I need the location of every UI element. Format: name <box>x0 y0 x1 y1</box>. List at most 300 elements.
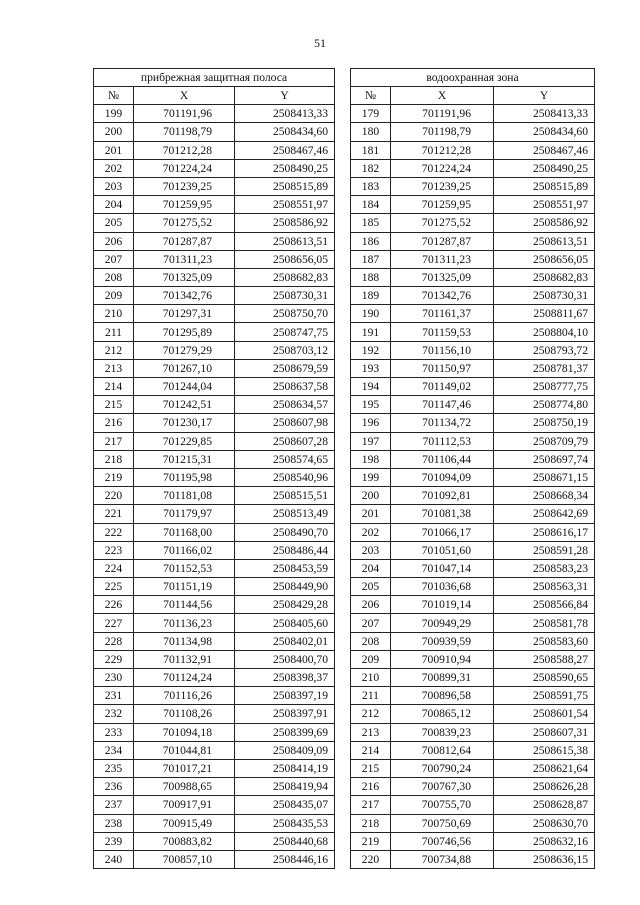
point-number-cell: 216 <box>94 414 134 432</box>
x-coordinate-cell: 700790,24 <box>391 759 494 777</box>
y-coordinate-cell: 2508590,65 <box>494 669 595 687</box>
table-row <box>94 123 335 141</box>
x-coordinate-cell: 701106,44 <box>391 450 494 468</box>
table-row <box>94 359 335 377</box>
y-coordinate-cell: 2508467,46 <box>494 141 595 159</box>
table-row <box>351 177 595 195</box>
point-number-cell: 213 <box>94 359 134 377</box>
x-coordinate-cell: 701198,79 <box>134 123 235 141</box>
x-coordinate-cell: 701112,53 <box>391 432 494 450</box>
column-header-num: № <box>94 87 134 105</box>
x-coordinate-cell: 700896,58 <box>391 687 494 705</box>
water-protection-zone-rows <box>351 105 595 869</box>
y-coordinate-cell: 2508563,31 <box>494 578 595 596</box>
table-row <box>94 614 335 632</box>
x-coordinate-cell: 700949,29 <box>391 614 494 632</box>
table-row <box>351 105 595 123</box>
y-coordinate-cell: 2508607,31 <box>494 723 595 741</box>
point-number-cell: 203 <box>94 177 134 195</box>
y-coordinate-cell: 2508591,75 <box>494 687 595 705</box>
table-row <box>94 578 335 596</box>
table-row <box>94 559 335 577</box>
point-number-cell: 212 <box>94 341 134 359</box>
y-coordinate-cell: 2508467,46 <box>235 141 335 159</box>
point-number-cell: 202 <box>94 159 134 177</box>
point-number-cell: 231 <box>94 687 134 705</box>
x-coordinate-cell: 701036,68 <box>391 578 494 596</box>
y-coordinate-cell: 2508413,33 <box>494 105 595 123</box>
point-number-cell: 209 <box>351 650 391 668</box>
table-row <box>351 287 595 305</box>
table-row <box>94 523 335 541</box>
y-coordinate-cell: 2508615,38 <box>494 741 595 759</box>
table-row <box>94 741 335 759</box>
point-number-cell: 210 <box>94 305 134 323</box>
y-coordinate-cell: 2508750,70 <box>235 305 335 323</box>
y-coordinate-cell: 2508551,97 <box>235 196 335 214</box>
y-coordinate-cell: 2508515,51 <box>235 487 335 505</box>
point-number-cell: 218 <box>94 450 134 468</box>
table-row <box>351 796 595 814</box>
point-number-cell: 187 <box>351 250 391 268</box>
x-coordinate-cell: 700734,88 <box>391 850 494 868</box>
table-row <box>351 650 595 668</box>
point-number-cell: 183 <box>351 177 391 195</box>
point-number-cell: 211 <box>94 323 134 341</box>
table-row <box>351 632 595 650</box>
table-row <box>94 650 335 668</box>
table-row <box>351 414 595 432</box>
point-number-cell: 204 <box>94 196 134 214</box>
table-row <box>351 123 595 141</box>
point-number-cell: 225 <box>94 578 134 596</box>
table-row <box>351 450 595 468</box>
x-coordinate-cell: 700910,94 <box>391 650 494 668</box>
point-number-cell: 180 <box>351 123 391 141</box>
point-number-cell: 234 <box>94 741 134 759</box>
y-coordinate-cell: 2508607,98 <box>235 414 335 432</box>
point-number-cell: 199 <box>94 105 134 123</box>
table-row <box>94 705 335 723</box>
table-row <box>94 468 335 486</box>
x-coordinate-cell: 701108,26 <box>134 705 235 723</box>
point-number-cell: 218 <box>351 814 391 832</box>
x-coordinate-cell: 701275,52 <box>391 214 494 232</box>
point-number-cell: 203 <box>351 541 391 559</box>
x-coordinate-cell: 700915,49 <box>134 814 235 832</box>
y-coordinate-cell: 2508405,60 <box>235 614 335 632</box>
y-coordinate-cell: 2508581,78 <box>494 614 595 632</box>
table-row <box>351 596 595 614</box>
point-number-cell: 207 <box>351 614 391 632</box>
x-coordinate-cell: 701212,28 <box>391 141 494 159</box>
x-coordinate-cell: 701295,89 <box>134 323 235 341</box>
x-coordinate-cell: 700857,10 <box>134 850 235 868</box>
x-coordinate-cell: 700767,30 <box>391 778 494 796</box>
point-number-cell: 233 <box>94 723 134 741</box>
y-coordinate-cell: 2508515,89 <box>235 177 335 195</box>
x-coordinate-cell: 701152,53 <box>134 559 235 577</box>
table-row <box>94 141 335 159</box>
y-coordinate-cell: 2508588,27 <box>494 650 595 668</box>
y-coordinate-cell: 2508409,09 <box>235 741 335 759</box>
point-number-cell: 196 <box>351 414 391 432</box>
table-row <box>94 832 335 850</box>
x-coordinate-cell: 701287,87 <box>134 232 235 250</box>
point-number-cell: 188 <box>351 268 391 286</box>
point-number-cell: 220 <box>351 850 391 868</box>
y-coordinate-cell: 2508490,25 <box>494 159 595 177</box>
point-number-cell: 232 <box>94 705 134 723</box>
x-coordinate-cell: 701244,04 <box>134 378 235 396</box>
point-number-cell: 194 <box>351 378 391 396</box>
x-coordinate-cell: 701191,96 <box>134 105 235 123</box>
y-coordinate-cell: 2508586,92 <box>494 214 595 232</box>
x-coordinate-cell: 701134,72 <box>391 414 494 432</box>
column-header-y: Y <box>235 87 335 105</box>
y-coordinate-cell: 2508703,12 <box>235 341 335 359</box>
shoreline-protection-title: прибрежная защитная полоса <box>94 69 335 87</box>
x-coordinate-cell: 700865,12 <box>391 705 494 723</box>
point-number-cell: 199 <box>351 468 391 486</box>
y-coordinate-cell: 2508601,54 <box>494 705 595 723</box>
point-number-cell: 226 <box>94 596 134 614</box>
y-coordinate-cell: 2508628,87 <box>494 796 595 814</box>
table-row <box>351 614 595 632</box>
point-number-cell: 209 <box>94 287 134 305</box>
table-row <box>351 232 595 250</box>
table-row <box>94 287 335 305</box>
x-coordinate-cell: 700812,64 <box>391 741 494 759</box>
point-number-cell: 227 <box>94 614 134 632</box>
point-number-cell: 208 <box>351 632 391 650</box>
y-coordinate-cell: 2508449,90 <box>235 578 335 596</box>
table-row <box>351 378 595 396</box>
point-number-cell: 217 <box>351 796 391 814</box>
y-coordinate-cell: 2508434,60 <box>235 123 335 141</box>
x-coordinate-cell: 701239,25 <box>134 177 235 195</box>
table-row <box>351 541 595 559</box>
table-row <box>351 778 595 796</box>
table-row <box>351 159 595 177</box>
x-coordinate-cell: 701147,46 <box>391 396 494 414</box>
y-coordinate-cell: 2508566,84 <box>494 596 595 614</box>
y-coordinate-cell: 2508613,51 <box>235 232 335 250</box>
x-coordinate-cell: 701181,08 <box>134 487 235 505</box>
table-row <box>94 632 335 650</box>
x-coordinate-cell: 701149,02 <box>391 378 494 396</box>
x-coordinate-cell: 701150,97 <box>391 359 494 377</box>
y-coordinate-cell: 2508551,97 <box>494 196 595 214</box>
point-number-cell: 219 <box>351 832 391 850</box>
x-coordinate-cell: 701094,18 <box>134 723 235 741</box>
point-number-cell: 215 <box>94 396 134 414</box>
x-coordinate-cell: 701116,26 <box>134 687 235 705</box>
y-coordinate-cell: 2508586,92 <box>235 214 335 232</box>
column-header-x: X <box>134 87 235 105</box>
y-coordinate-cell: 2508630,70 <box>494 814 595 832</box>
y-coordinate-cell: 2508656,05 <box>494 250 595 268</box>
point-number-cell: 193 <box>351 359 391 377</box>
x-coordinate-cell: 700883,82 <box>134 832 235 850</box>
y-coordinate-cell: 2508591,28 <box>494 541 595 559</box>
table-row <box>351 705 595 723</box>
water-protection-zone-title: водоохранная зона <box>351 69 595 87</box>
x-coordinate-cell: 701297,31 <box>134 305 235 323</box>
point-number-cell: 217 <box>94 432 134 450</box>
y-coordinate-cell: 2508634,57 <box>235 396 335 414</box>
table-row <box>94 323 335 341</box>
y-coordinate-cell: 2508613,51 <box>494 232 595 250</box>
y-coordinate-cell: 2508440,68 <box>235 832 335 850</box>
table-row <box>94 396 335 414</box>
x-coordinate-cell: 701159,53 <box>391 323 494 341</box>
y-coordinate-cell: 2508656,05 <box>235 250 335 268</box>
y-coordinate-cell: 2508429,28 <box>235 596 335 614</box>
table-row <box>351 505 595 523</box>
point-number-cell: 198 <box>351 450 391 468</box>
table-row <box>351 559 595 577</box>
point-number-cell: 182 <box>351 159 391 177</box>
point-number-cell: 212 <box>351 705 391 723</box>
x-coordinate-cell: 701275,52 <box>134 214 235 232</box>
y-coordinate-cell: 2508811,67 <box>494 305 595 323</box>
y-coordinate-cell: 2508637,58 <box>235 378 335 396</box>
y-coordinate-cell: 2508804,10 <box>494 323 595 341</box>
x-coordinate-cell: 701191,96 <box>391 105 494 123</box>
x-coordinate-cell: 701230,17 <box>134 414 235 432</box>
x-coordinate-cell: 700750,69 <box>391 814 494 832</box>
table-row <box>94 378 335 396</box>
point-number-cell: 205 <box>94 214 134 232</box>
x-coordinate-cell: 701136,23 <box>134 614 235 632</box>
x-coordinate-cell: 701166,02 <box>134 541 235 559</box>
point-number-cell: 195 <box>351 396 391 414</box>
point-number-cell: 237 <box>94 796 134 814</box>
x-coordinate-cell: 701224,24 <box>391 159 494 177</box>
table-row <box>351 214 595 232</box>
point-number-cell: 200 <box>351 487 391 505</box>
y-coordinate-cell: 2508697,74 <box>494 450 595 468</box>
y-coordinate-cell: 2508793,72 <box>494 341 595 359</box>
table-row <box>94 814 335 832</box>
y-coordinate-cell: 2508679,59 <box>235 359 335 377</box>
table-row <box>94 177 335 195</box>
point-number-cell: 201 <box>351 505 391 523</box>
table-row <box>351 468 595 486</box>
y-coordinate-cell: 2508774,80 <box>494 396 595 414</box>
point-number-cell: 240 <box>94 850 134 868</box>
table-row <box>351 741 595 759</box>
column-header-y: Y <box>494 87 595 105</box>
x-coordinate-cell: 701051,60 <box>391 541 494 559</box>
table-row <box>94 450 335 468</box>
y-coordinate-cell: 2508671,15 <box>494 468 595 486</box>
y-coordinate-cell: 2508781,37 <box>494 359 595 377</box>
point-number-cell: 220 <box>94 487 134 505</box>
point-number-cell: 239 <box>94 832 134 850</box>
table-row <box>351 669 595 687</box>
table-row <box>94 778 335 796</box>
x-coordinate-cell: 700988,65 <box>134 778 235 796</box>
y-coordinate-cell: 2508400,70 <box>235 650 335 668</box>
y-coordinate-cell: 2508682,83 <box>235 268 335 286</box>
x-coordinate-cell: 701239,25 <box>391 177 494 195</box>
x-coordinate-cell: 701066,17 <box>391 523 494 541</box>
x-coordinate-cell: 701212,28 <box>134 141 235 159</box>
x-coordinate-cell: 701134,98 <box>134 632 235 650</box>
point-number-cell: 215 <box>351 759 391 777</box>
x-coordinate-cell: 701124,24 <box>134 669 235 687</box>
table-row <box>351 323 595 341</box>
table-row <box>94 850 335 868</box>
column-header-x: X <box>391 87 494 105</box>
table-row <box>351 578 595 596</box>
point-number-cell: 213 <box>351 723 391 741</box>
x-coordinate-cell: 700755,70 <box>391 796 494 814</box>
point-number-cell: 210 <box>351 669 391 687</box>
y-coordinate-cell: 2508583,23 <box>494 559 595 577</box>
y-coordinate-cell: 2508397,19 <box>235 687 335 705</box>
point-number-cell: 206 <box>351 596 391 614</box>
y-coordinate-cell: 2508398,37 <box>235 669 335 687</box>
table-row <box>351 396 595 414</box>
x-coordinate-cell: 701132,91 <box>134 650 235 668</box>
table-row <box>94 505 335 523</box>
point-number-cell: 223 <box>94 541 134 559</box>
point-number-cell: 181 <box>351 141 391 159</box>
x-coordinate-cell: 701311,23 <box>134 250 235 268</box>
y-coordinate-cell: 2508750,19 <box>494 414 595 432</box>
x-coordinate-cell: 701094,09 <box>391 468 494 486</box>
y-coordinate-cell: 2508709,79 <box>494 432 595 450</box>
point-number-cell: 214 <box>94 378 134 396</box>
point-number-cell: 186 <box>351 232 391 250</box>
x-coordinate-cell: 701168,00 <box>134 523 235 541</box>
y-coordinate-cell: 2508446,16 <box>235 850 335 868</box>
table-row <box>351 850 595 868</box>
table-row <box>351 832 595 850</box>
point-number-cell: 230 <box>94 669 134 687</box>
x-coordinate-cell: 701047,14 <box>391 559 494 577</box>
point-number-cell: 208 <box>94 268 134 286</box>
x-coordinate-cell: 701144,56 <box>134 596 235 614</box>
y-coordinate-cell: 2508540,96 <box>235 468 335 486</box>
water-protection-zone-table <box>350 68 595 869</box>
table-row <box>351 759 595 777</box>
table-row <box>94 596 335 614</box>
y-coordinate-cell: 2508747,75 <box>235 323 335 341</box>
point-number-cell: 179 <box>351 105 391 123</box>
y-coordinate-cell: 2508402,01 <box>235 632 335 650</box>
point-number-cell: 197 <box>351 432 391 450</box>
x-coordinate-cell: 701229,85 <box>134 432 235 450</box>
x-coordinate-cell: 701215,31 <box>134 450 235 468</box>
x-coordinate-cell: 701311,23 <box>391 250 494 268</box>
x-coordinate-cell: 701325,09 <box>134 268 235 286</box>
table-row <box>351 814 595 832</box>
y-coordinate-cell: 2508777,75 <box>494 378 595 396</box>
point-number-cell: 214 <box>351 741 391 759</box>
shoreline-protection-table <box>93 68 335 869</box>
point-number-cell: 189 <box>351 287 391 305</box>
table-row <box>94 759 335 777</box>
page-number: 51 <box>314 36 326 50</box>
y-coordinate-cell: 2508490,70 <box>235 523 335 541</box>
y-coordinate-cell: 2508607,28 <box>235 432 335 450</box>
table-row <box>94 723 335 741</box>
y-coordinate-cell: 2508616,17 <box>494 523 595 541</box>
y-coordinate-cell: 2508490,25 <box>235 159 335 177</box>
table-row <box>351 523 595 541</box>
y-coordinate-cell: 2508515,89 <box>494 177 595 195</box>
point-number-cell: 235 <box>94 759 134 777</box>
y-coordinate-cell: 2508668,34 <box>494 487 595 505</box>
table-row <box>94 341 335 359</box>
x-coordinate-cell: 701092,81 <box>391 487 494 505</box>
table-row <box>351 196 595 214</box>
point-number-cell: 238 <box>94 814 134 832</box>
y-coordinate-cell: 2508453,59 <box>235 559 335 577</box>
y-coordinate-cell: 2508730,31 <box>494 287 595 305</box>
x-coordinate-cell: 701017,21 <box>134 759 235 777</box>
table-row <box>351 305 595 323</box>
x-coordinate-cell: 701259,95 <box>134 196 235 214</box>
table-row <box>94 414 335 432</box>
y-coordinate-cell: 2508434,60 <box>494 123 595 141</box>
point-number-cell: 185 <box>351 214 391 232</box>
x-coordinate-cell: 701224,24 <box>134 159 235 177</box>
point-number-cell: 224 <box>94 559 134 577</box>
x-coordinate-cell: 701195,98 <box>134 468 235 486</box>
shoreline-protection-rows <box>94 105 335 869</box>
point-number-cell: 207 <box>94 250 134 268</box>
y-coordinate-cell: 2508486,44 <box>235 541 335 559</box>
y-coordinate-cell: 2508397,91 <box>235 705 335 723</box>
y-coordinate-cell: 2508574,65 <box>235 450 335 468</box>
x-coordinate-cell: 701259,95 <box>391 196 494 214</box>
x-coordinate-cell: 700899,31 <box>391 669 494 687</box>
x-coordinate-cell: 700839,23 <box>391 723 494 741</box>
y-coordinate-cell: 2508583,60 <box>494 632 595 650</box>
point-number-cell: 219 <box>94 468 134 486</box>
x-coordinate-cell: 701287,87 <box>391 232 494 250</box>
x-coordinate-cell: 701081,38 <box>391 505 494 523</box>
x-coordinate-cell: 701267,10 <box>134 359 235 377</box>
y-coordinate-cell: 2508435,07 <box>235 796 335 814</box>
point-number-cell: 221 <box>94 505 134 523</box>
table-row <box>94 232 335 250</box>
y-coordinate-cell: 2508621,64 <box>494 759 595 777</box>
x-coordinate-cell: 701279,29 <box>134 341 235 359</box>
x-coordinate-cell: 701342,76 <box>391 287 494 305</box>
x-coordinate-cell: 701151,19 <box>134 578 235 596</box>
table-row <box>351 359 595 377</box>
point-number-cell: 216 <box>351 778 391 796</box>
point-number-cell: 206 <box>94 232 134 250</box>
y-coordinate-cell: 2508413,33 <box>235 105 335 123</box>
y-coordinate-cell: 2508399,69 <box>235 723 335 741</box>
table-row <box>94 159 335 177</box>
point-number-cell: 202 <box>351 523 391 541</box>
point-number-cell: 200 <box>94 123 134 141</box>
table-row <box>94 487 335 505</box>
y-coordinate-cell: 2508730,31 <box>235 287 335 305</box>
table-row <box>351 687 595 705</box>
table-row <box>351 341 595 359</box>
x-coordinate-cell: 701156,10 <box>391 341 494 359</box>
table-row <box>351 141 595 159</box>
